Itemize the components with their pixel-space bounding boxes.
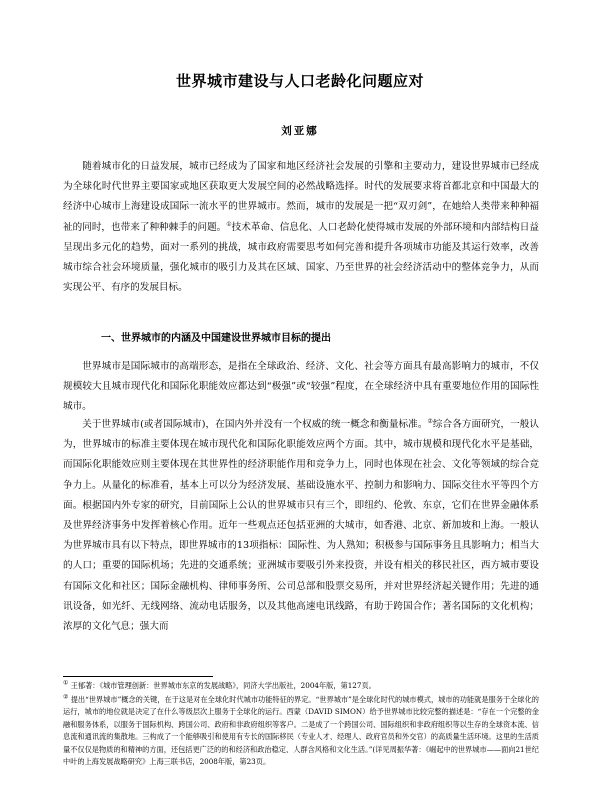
intro-text-part1: 随着城市化的日益发展，城市已经成为了国家和地区经济社会发展的引擎和主要动力，建设世界城市已经成为全球化时代世界主要国家或地区获取更大发展空间的必然战略选择。时代的发展要求将首都北京和中国最大的经济中心城市上海建设成国际一流水平的世界城市。然而，城市的发展是一把“双刃剑”，在她给人类带来种种福祉的同时，也带来了种种棘手的问题。 xyxy=(63,161,539,233)
footnote-1 xyxy=(63,680,539,692)
footnote-ref-2: ② xyxy=(427,417,433,425)
body-paragraph-criteria xyxy=(63,415,539,665)
section-heading: 一、世界城市的内涵及中国建设世界城市目标的提出 xyxy=(101,333,331,344)
footnote-2 xyxy=(63,694,539,794)
author-name: 刘亚娜 xyxy=(281,125,319,137)
intro-text-part2: 技术革命、信息化、人口老龄化使得城市发展的外部环境和内部结构日益呈现出多元化的趋势，面对一系列的挑战，城市政府需要思考如何完善和提升各项城市功能及其运行效率，改善城市综合社会环境质量，强化城市的吸引力及其在区域、国家、乃至世界的社会经济活动中的整体竞争力，从而实现公平、有序的发展目标。 xyxy=(63,221,539,294)
footnote-1-text: 王郁著：《城市管理创新：世界城市东京的发展战略》，同济大学出版社，2004年版，第127页。 xyxy=(70,681,376,690)
footnote-2-mark: ② xyxy=(63,693,69,701)
footnote-1-mark: ① xyxy=(63,679,69,687)
body-paragraph-definition: 世界城市是国际城市的高端形态，是指在全球政治、经济、文化、社会等方面具有最高影响力的城市，不仅规模较大且城市现代化和国际化职能效应都达到“极强”或“较强”程度，在全球经济中具有重要地位作用的国际性城市。 xyxy=(63,361,539,413)
intro-paragraph xyxy=(63,157,539,339)
footnote-2-text: 提出“世界城市”概念的关键，在于这是对在全球化时代城市功能特征的界定。“世界城市”是全球化时代的城市模式，城市的功能就是服务于全球化的运行，城市的地位就是决定了在什么等级层次上服务于全球化的运行。西蒙（DAVID SIMON）给予世界城市比较完整的描述是：“存在一个完整的金融和服务体系，以服务于国际机构、跨国公司、政府和非政府组织等客户。二是成了一个跨国公司、国际组织和非政府组织等以生存的全球资本流、信息流和通讯流的集散地。三构成了一个能够吸引和使用有专长的国际移民（专业人才、经理人、政府官员和外交官）的高质量生活环境。这里的生活质量不仅仅是物质的和精神的方面，还包括更广泛的的和经济和政治稳定、人群含风格和文化生活。”(详见周振华著：《崛起中的世界城市——面向21世纪中叶的上海发展战略研究》上海三联书店，2008年版，第23页。 xyxy=(63,695,539,767)
article-title: 世界城市建设与人口老龄化问题应对 xyxy=(175,72,424,90)
criteria-text-part2: 综合各方面研究，一般认为，世界城市的标准主要体现在城市现代化和国际化职能效应两个方面。其中，城市规模和现代化水平是基础，而国际化职能效应则主要体现在其世界性的经济职能作用和竞争力上，同时也体现在社会、文化等领域的综合竞争力上。从量化的标准看，基本上可以分为经济发展、基础设施水平、控制力和影响力、国际交往水平等四个方面。根据国内外专家的研究，目前国际上公认的世界城市只有三个，即纽约、伦敦、东京，它们在世界金融体系及世界经济事务中发挥着核心作用。近年一些观点还包括亚洲的大城市，如香港、北京、新加坡和上海。一般认为世界城市具有以下特点，即世界城市的13项指标：国际性、为人熟知；积极参与国际事务且具影响力；相当大的人口；重要的国际机场；先进的交通系统；亚洲城市要吸引外来投资，并设有相关的移民社区，西方城市要设有国际文化和社区；国际金融机构、律师事务所、公司总部和股票交易所，并对世界经济起关键作用；先进的通讯设备，如光纤、无线网络、流动电话服务，以及其他高速电讯线路，有助于跨国合作；著名国际的文化机构；浓厚的文化气息；强大而 xyxy=(63,419,539,633)
footnote-ref-1: ① xyxy=(226,220,232,228)
criteria-text-part1: 关于世界城市(或者国际城市)，在国内外并没有一个权威的统一概念和衡量标准。 xyxy=(82,419,428,430)
footnote-divider xyxy=(63,676,213,677)
